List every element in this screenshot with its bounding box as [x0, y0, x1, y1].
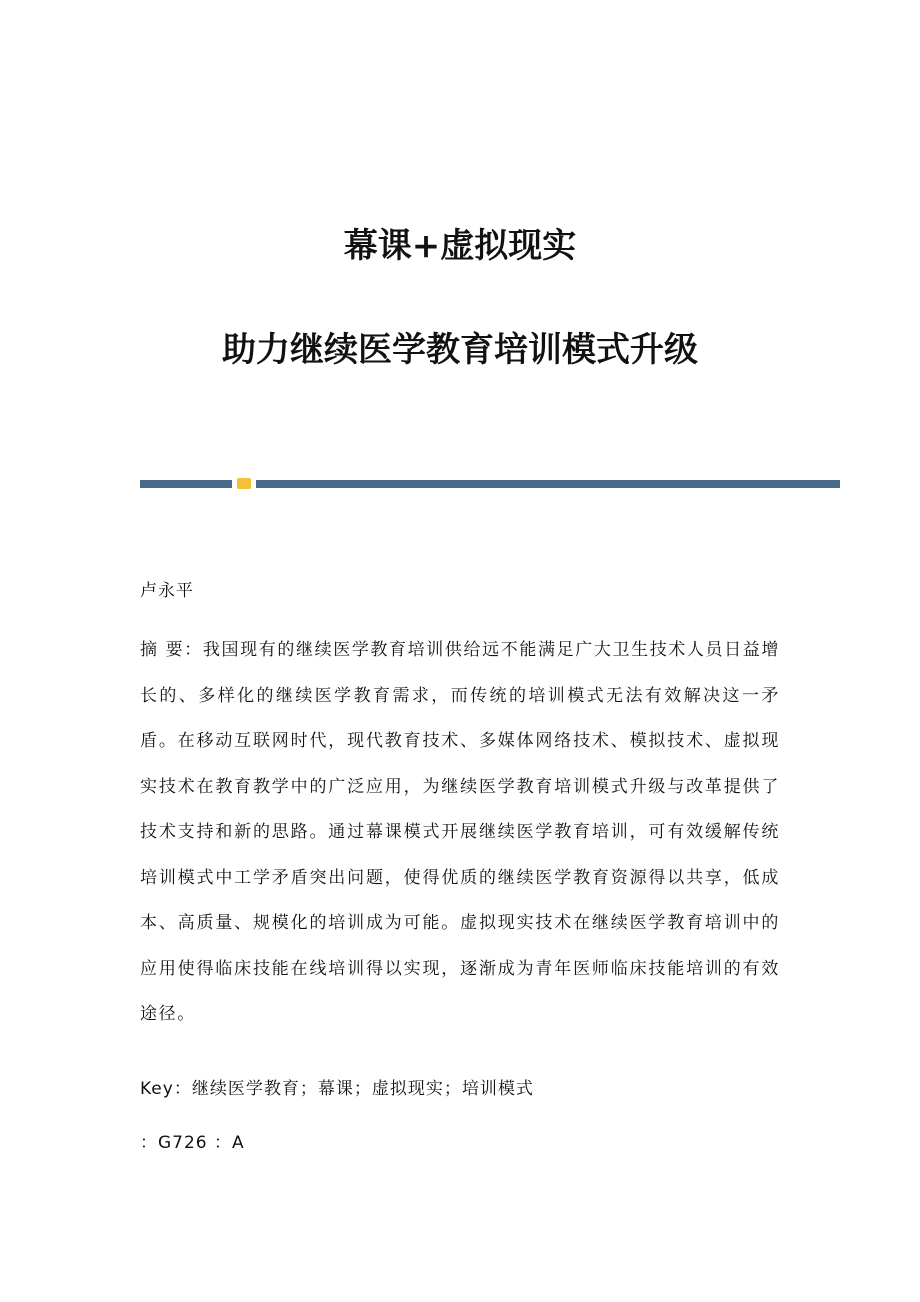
divider-right	[256, 480, 840, 488]
abstract: 摘 要：我国现有的继续医学教育培训供给远不能满足广大卫生技术人员日益增长的、多样化的继续医学教育需求，而传统的培训模式无法有效解决这一矛盾。在移动互联网时代，现代教育技术、多媒体网络技术、模拟技术、虚拟现实技术在教育教学中的广泛应用，为继续医学教育培训模式升级与改革提供了技术支持和新的思路。通过幕课模式开展继续医学教育培训，可有效缓解传统培训模式中工学矛盾突出问题，使得优质的继续医学教育资源得以共享，低成本、高质量、规模化的培训成为可能。虚拟现实技术在继续医学教育培训中的应用使得临床技能在线培训得以实现，逐渐成为青年医师临床技能培训的有效途径。	[140, 640, 780, 1024]
title-line-1: 幕课+虚拟现实	[343, 226, 577, 266]
divider-left	[140, 480, 232, 488]
title-line-2: 助力继续医学教育培训模式升级	[222, 330, 698, 370]
classification: ：G726 ：A	[140, 1133, 245, 1153]
keywords: Key：继续医学教育；幕课；虚拟现实；培训模式	[140, 1079, 534, 1099]
divider-ornament-icon	[237, 478, 251, 489]
author: 卢永平	[140, 581, 194, 601]
